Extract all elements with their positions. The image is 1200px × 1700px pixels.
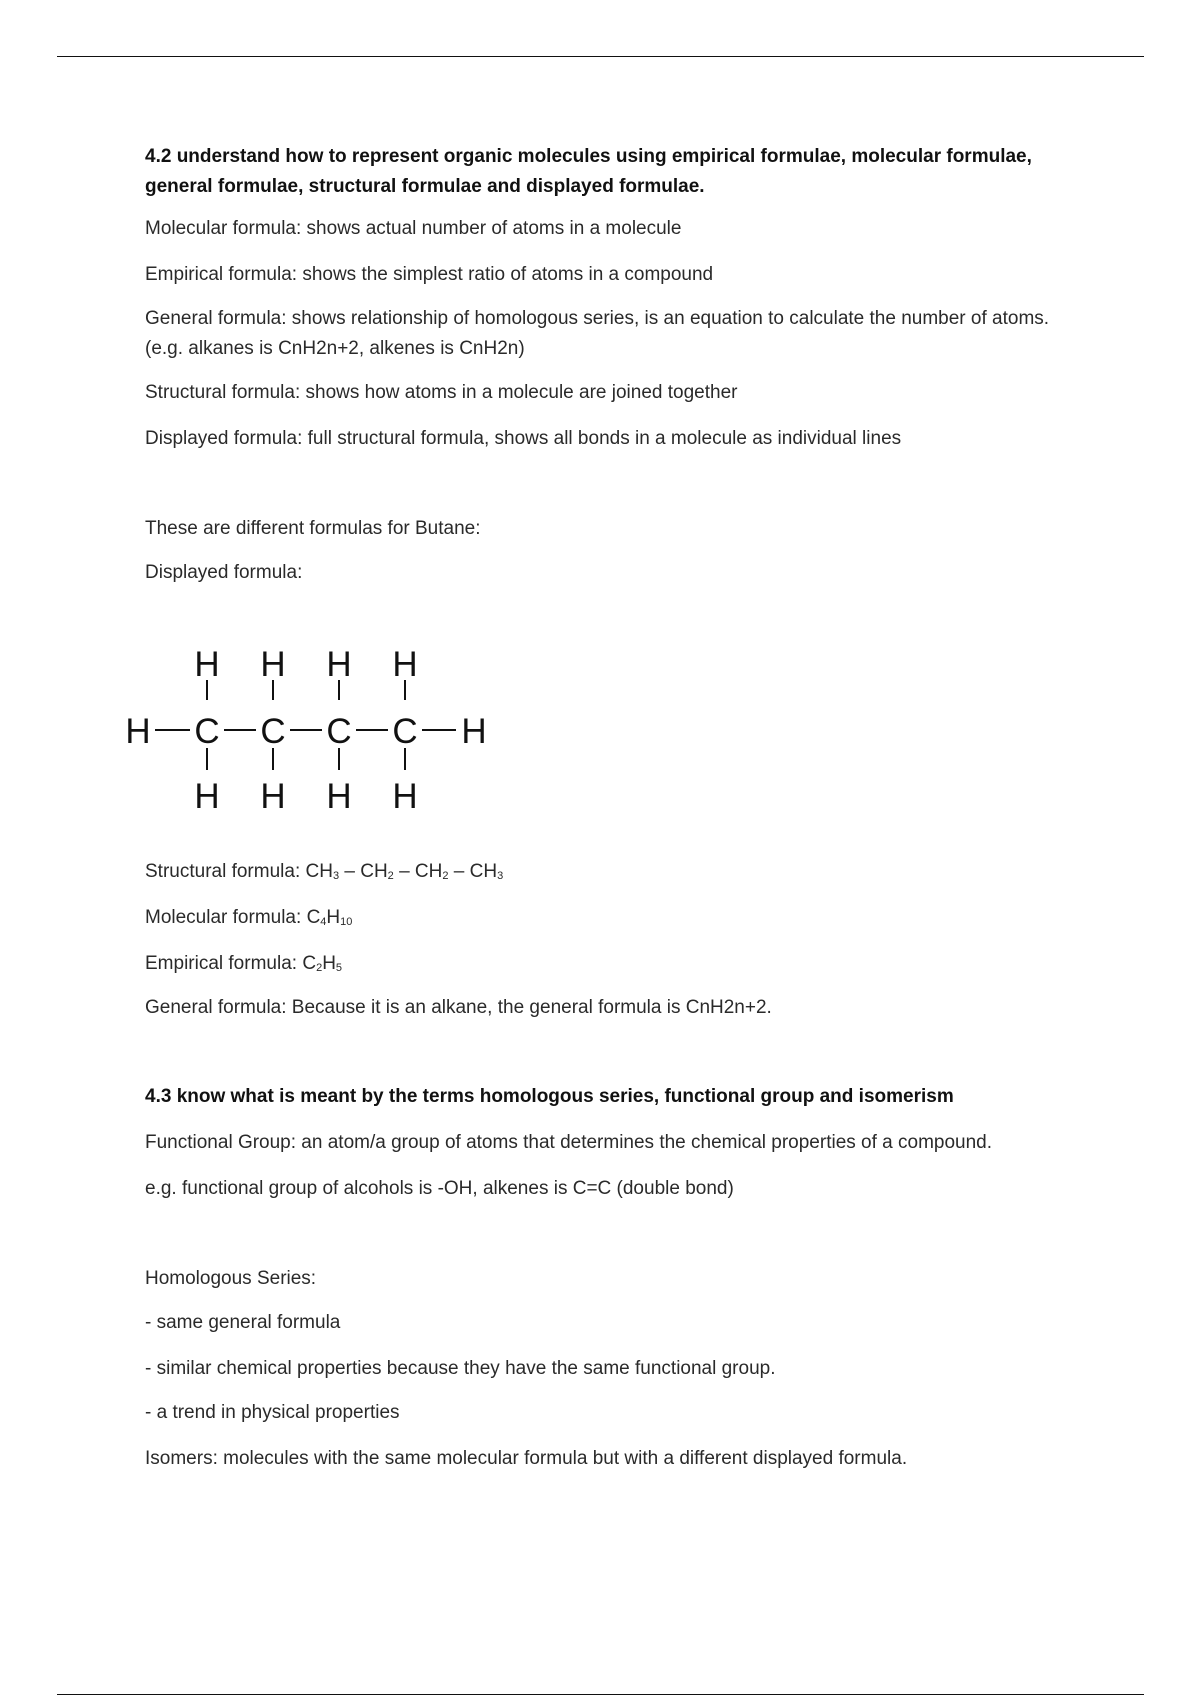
section-heading-4-3: 4.3 know what is meant by the terms homologous series, functional group and isomerism (145, 1086, 954, 1107)
definition-molecular: Molecular formula: shows actual number of atoms in a molecule (145, 218, 682, 239)
definition-displayed: Displayed formula: full structural formula, shows all bonds in a molecule as individual lines (145, 428, 902, 449)
hydrogen-atom: H (326, 777, 352, 816)
hydrogen-atom: H (461, 712, 487, 751)
hydrogen-atom: H (326, 645, 352, 684)
empirical-value: $C_2H_5$ (302, 953, 343, 974)
definition-empirical: Empirical formula: shows the simplest ratio of atoms in a compound (145, 264, 714, 285)
header-rule (57, 56, 1144, 57)
hydrogen-atom: H (194, 777, 220, 816)
functional-group-example: e.g. functional group of alcohols is -OH, alkenes is C=C (double bond) (145, 1178, 734, 1199)
hydrogen-atom: H (125, 712, 151, 751)
section-heading-4-2: 4.2 understand how to represent organic molecules using empirical formulae, molecular formulae, general formulae, structural formulae and displayed formulae. (145, 146, 1032, 197)
functional-group-definition: Functional Group: an atom/a group of atoms that determines the chemical properties of a compound. (145, 1132, 993, 1153)
molecular-label: Molecular formula: (145, 907, 302, 928)
carbon-atom: C (392, 712, 418, 751)
structural-label: Structural formula: (145, 861, 301, 882)
structural-formula-line (145, 857, 1065, 887)
empirical-formula-line (145, 949, 1065, 979)
hydrogen-atom: H (260, 645, 286, 684)
homologous-point: - same general formula (145, 1312, 341, 1333)
homologous-point: - similar chemical properties because they have the same functional group. (145, 1358, 776, 1379)
homologous-series-title: Homologous Series: (145, 1268, 317, 1289)
homologous-point: - a trend in physical properties (145, 1402, 400, 1423)
hydrogen-atom: H (194, 645, 220, 684)
structural-value: $CH_3 - CH_2 - CH_2 - CH_3$ (305, 861, 504, 882)
definition-general: General formula: shows relationship of homologous series, is an equation to calculate the number of atoms. (e.g. alkanes is CnH2n+2, alkenes is CnH2n) (145, 308, 1050, 359)
molecular-formula-line (145, 903, 1065, 933)
definition-structural: Structural formula: shows how atoms in a molecule are joined together (145, 382, 738, 403)
displayed-formula-label: Displayed formula: (145, 562, 303, 583)
carbon-atom: C (194, 712, 220, 751)
general-formula-line: General formula: Because it is an alkane, the general formula is CnH2n+2. (145, 997, 772, 1018)
molecular-value: $C_4H_{10}$ (306, 907, 353, 928)
butane-intro: These are different formulas for Butane: (145, 518, 481, 539)
footer-rule (57, 1694, 1144, 1695)
hydrogen-atom: H (392, 777, 418, 816)
butane-displayed-formula (118, 640, 498, 820)
hydrogen-atom: H (392, 645, 418, 684)
carbon-atom: C (260, 712, 286, 751)
carbon-atom: C (326, 712, 352, 751)
isomers-definition: Isomers: molecules with the same molecular formula but with a different displayed formula. (145, 1448, 908, 1469)
hydrogen-atom: H (260, 777, 286, 816)
empirical-label: Empirical formula: (145, 953, 298, 974)
